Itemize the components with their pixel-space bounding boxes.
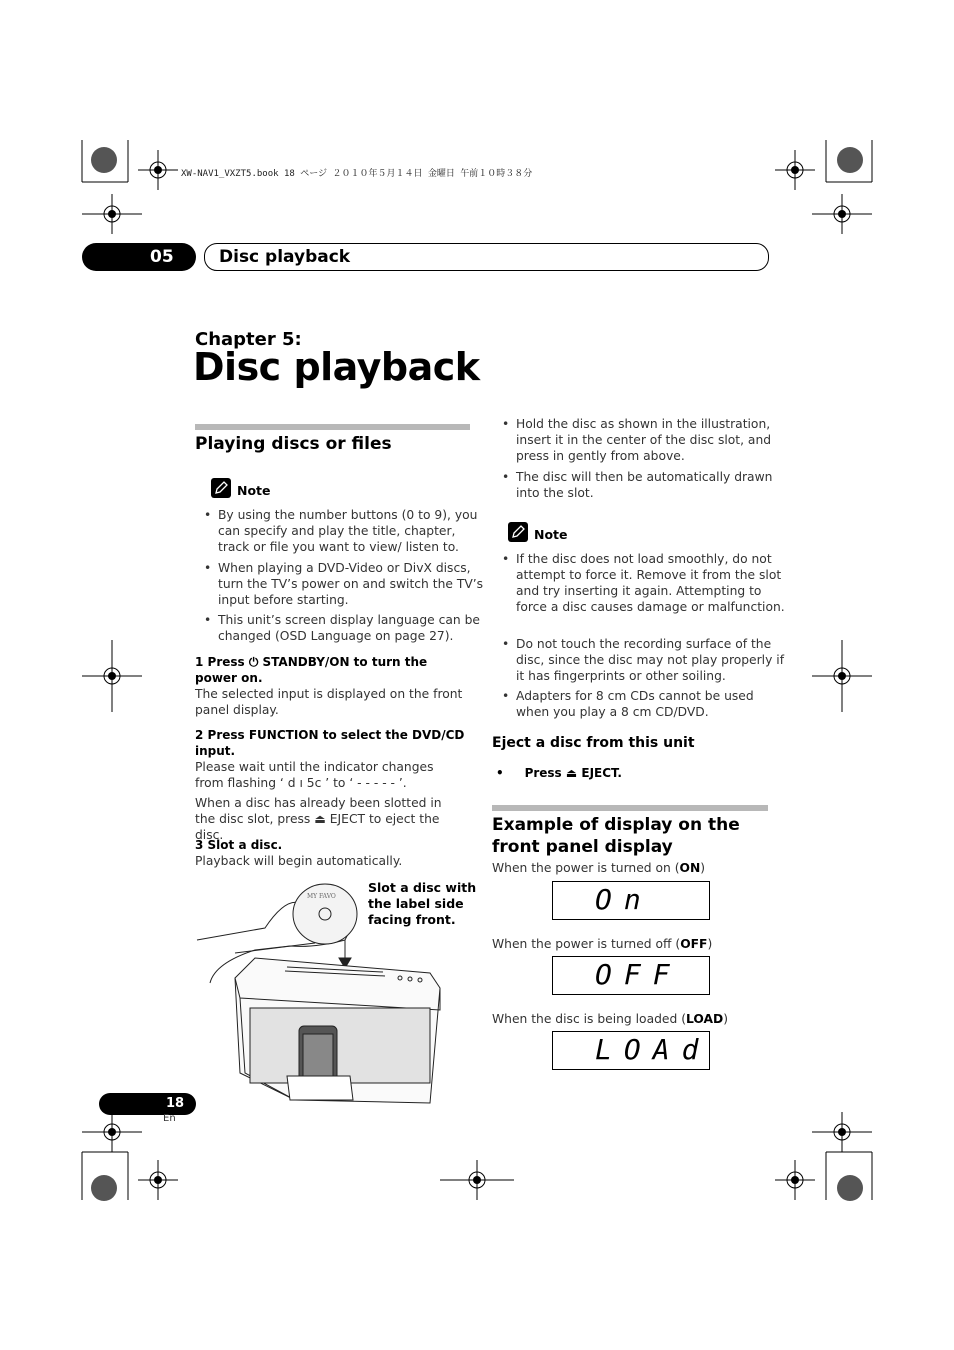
step-3-text: Playback will begin automatically. [195,854,403,868]
display-caption-on: When the power is turned on (ON) [492,861,706,875]
step-2-title: 2 Press FUNCTION to select the DVD/CD input. [195,728,465,758]
list-item: • The disc will then be automatically drawn into the slot. [496,469,788,501]
pencil-icon [211,478,231,498]
display-caption-off: When the power is turned off (OFF) [492,937,713,951]
step-2-text: When a disc has already been slotted in the disc slot, press ⏏ EJECT to eject the disc. [195,796,442,842]
eject-heading: Eject a disc from this unit [492,735,695,751]
section-title: Playing discs or files [195,434,392,454]
list-item: • Hold the disc as shown in the illustration, insert it in the center of the disc slot, and press in gently from above. [496,416,788,464]
list-item: • When playing a DVD-Video or DivX discs, turn the TV’s power on and switch the TV’s input before starting. [198,560,490,608]
note-label: Note [534,527,568,542]
eject-step-text: Press ⏏ EJECT. [524,766,622,780]
list-item: • If the disc does not load smoothly, do not attempt to force it. Remove it from the slot and try inserting it again. Attempting to force a disc causes damage or malfunction. [496,551,788,615]
page-language: En [163,1113,176,1124]
note-heading [508,522,568,542]
lcd-display-off: OFF [552,956,710,995]
step-1-text: The selected input is displayed on the front panel display. [195,687,463,717]
eject-step: • Press ⏏ EJECT. [496,766,622,780]
display-caption-load: When the disc is being loaded (LOAD) [492,1012,729,1026]
note-label: Note [237,483,271,498]
list-item: • This unit’s screen display language can be changed (OSD Language on page 27). [198,612,490,644]
display-section-title: Example of display on the front panel display [492,815,740,857]
disc-label-text: MY FAVO [307,893,336,900]
chapter-label: Chapter 5: [195,329,302,350]
step-3-title: 3 Slot a disc. [195,838,283,852]
section-divider [195,424,470,430]
pencil-icon [508,522,528,542]
list-item: • Adapters for 8 cm CDs cannot be used when you play a 8 cm CD/DVD. [496,688,788,720]
step-1-title: 1 Press ⏻ STANDBY/ON to turn the power on. [195,655,428,685]
note-heading [211,478,271,498]
page-number: 18 [165,1096,185,1111]
lcd-display-load: LOAd [552,1031,710,1070]
header-title: Disc playback [219,247,351,267]
illustration-caption: Slot a disc with the label side facing front. [368,880,477,927]
lcd-display-on: On [552,881,710,920]
step-2-text: Please wait until the indicator changes from flashing ‘ d ı 5c ’ to ‘ - - - - - ’. [195,760,434,790]
chapter-number: 05 [150,247,174,267]
list-item: • By using the number buttons (0 to 9), you can specify and play the title, chapter, track or file you want to view/ listen to. [198,507,490,555]
page-title: Disc playback [193,345,480,389]
section-divider [492,805,768,811]
book-info-line: XW-NAV1_VXZT5.book 18 ページ ２０１０年５月１４日 金曜日 午前１０時３８分 [181,169,533,179]
list-item: • Do not touch the recording surface of the disc, since the disc may not play properly if it has fingerprints or other soiling. [496,636,788,684]
